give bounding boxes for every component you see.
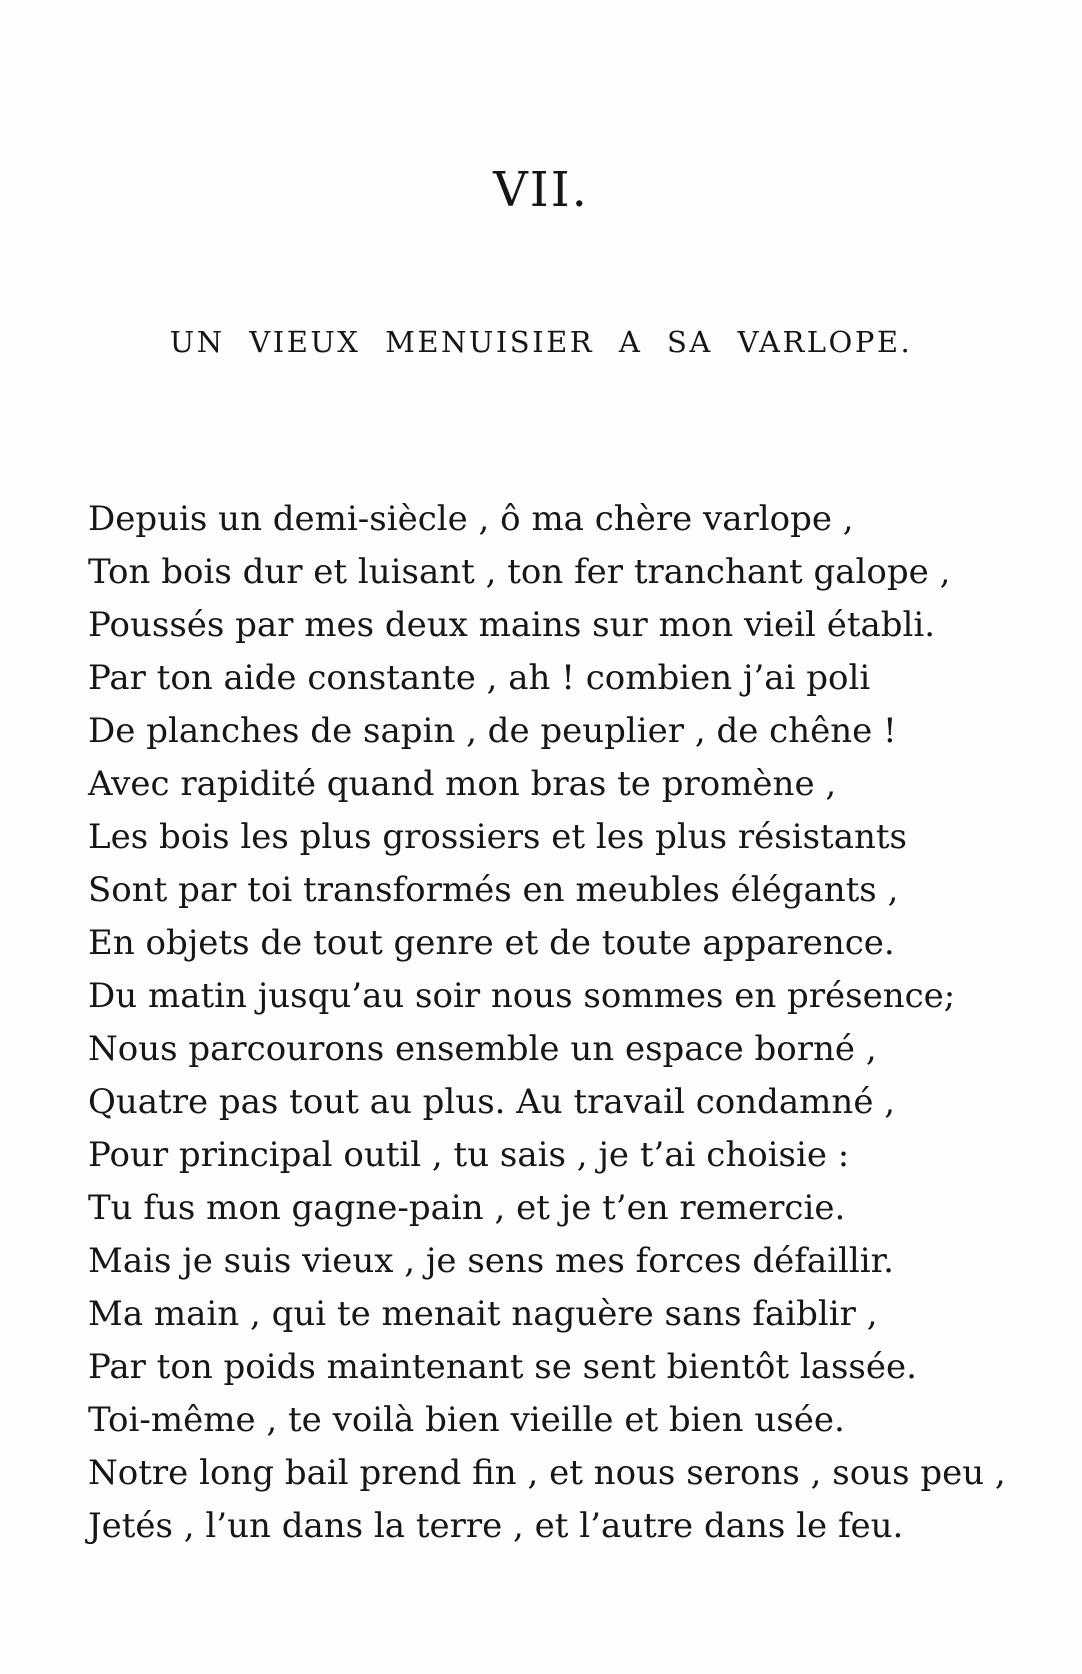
poem-line: Sont par toi transformés en meubles élégants ,	[88, 870, 899, 910]
poem-line: Quatre pas tout au plus. Au travail condamné ,	[88, 1082, 896, 1122]
poem-line: Par ton aide constante , ah ! combien j’ai poli	[88, 658, 871, 698]
poem-line: Toi-même , te voilà bien vieille et bien usée.	[88, 1400, 845, 1440]
poem-title: UN VIEUX MENUISIER A SA VARLOPE.	[169, 325, 913, 359]
poem-line: Mais je suis vieux , je sens mes forces défaillir.	[88, 1241, 894, 1281]
poem-line: Notre long bail prend fin , et nous serons , sous peu ,	[88, 1453, 1006, 1493]
poem-line: Ma main , qui te menait naguère sans faiblir ,	[88, 1294, 878, 1334]
poem-line: Pour principal outil , tu sais , je t’ai choisie :	[88, 1135, 850, 1175]
poem-line: En objets de tout genre et de toute apparence.	[88, 923, 895, 963]
section-number: VII.	[493, 162, 589, 218]
poem-line: Du matin jusqu’au soir nous sommes en présence;	[88, 976, 956, 1016]
poem-line: Ton bois dur et luisant , ton fer tranchant galope ,	[88, 552, 951, 592]
poem-line: Les bois les plus grossiers et les plus résistants	[88, 817, 907, 857]
poem-line: Jetés , l’un dans la terre , et l’autre dans le feu.	[88, 1506, 904, 1546]
poem-line: Avec rapidité quand mon bras te promène ,	[88, 764, 837, 804]
poem-line: Poussés par mes deux mains sur mon vieil établi.	[88, 605, 936, 645]
poem-line: Depuis un demi-siècle , ô ma chère varlope ,	[88, 499, 854, 539]
poem-line: Nous parcourons ensemble un espace borné ,	[88, 1029, 877, 1069]
poem-line: Par ton poids maintenant se sent bientôt lassée.	[88, 1347, 917, 1387]
poem-body	[88, 493, 1042, 1553]
poem-line: Tu fus mon gagne-pain , et je t’en remercie.	[88, 1188, 846, 1228]
poem-line: De planches de sapin , de peuplier , de chêne !	[88, 711, 897, 751]
